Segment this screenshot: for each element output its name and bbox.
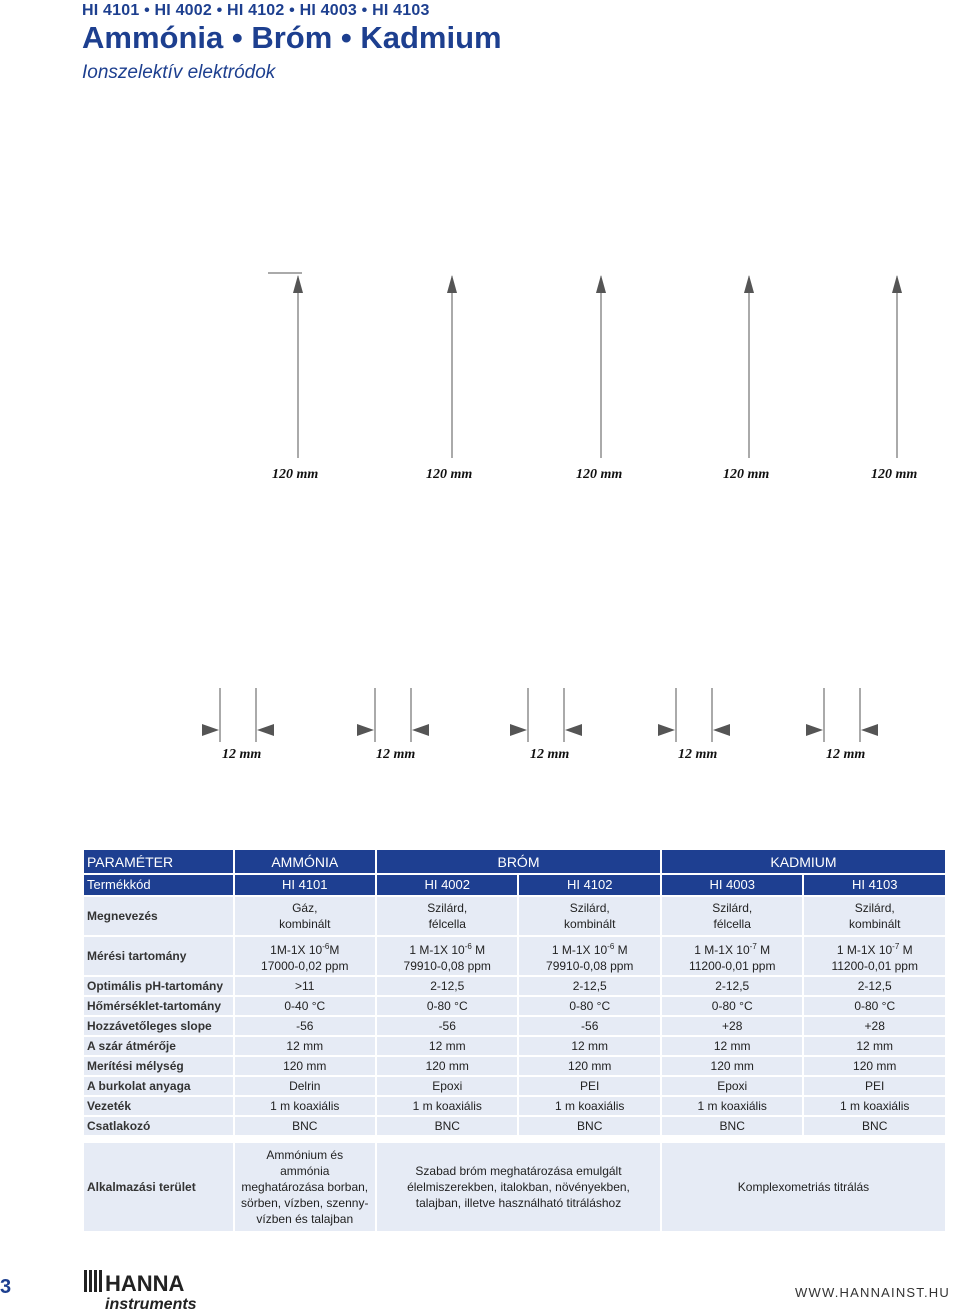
cell-line: élelmiszerekben, italokban, növényekben, [407,1180,630,1194]
cell-line: Szabad bróm meghatározása emulgált [415,1164,622,1178]
product-code: HI 4103 [804,875,945,895]
product-code: HI 4002 [377,875,517,895]
table-cell: 1 m koaxiális [804,1097,945,1115]
table-cell: 1 m koaxiális [519,1097,659,1115]
page-subtitle: Ionszelektív elektródok [82,62,276,83]
table-cell: +28 [662,1017,802,1035]
logo-text: HANNA [105,1271,185,1296]
table-cell [662,937,802,975]
table-cell: -56 [235,1017,375,1035]
table-cell: 0-80 °C [662,997,802,1015]
table-cell: BNC [377,1117,517,1135]
row-label: Csatlakozó [84,1117,233,1135]
table-row [84,1097,945,1115]
table-cell: BNC [519,1117,659,1135]
row-label: Hőmérséklet-tartomány [84,997,233,1015]
table-cell: 1 m koaxiális [235,1097,375,1115]
table-row [84,1017,945,1035]
row-label: Merítési mélység [84,1057,233,1075]
range-exponent: -6 [464,941,472,951]
header-param: PARAMÉTER [84,850,233,873]
cell-line: Gáz, [292,901,318,915]
cell-line: kombinált [564,917,616,931]
range-ppm: 79910-0,08 ppm [546,958,634,973]
table-cell [519,897,659,935]
range-ppm: 79910-0,08 ppm [403,958,491,973]
range-row [84,937,945,975]
table-cell: 120 mm [519,1057,659,1075]
range-text: 1 M-1X 10 [836,942,893,957]
cell-line: ammónia [280,1164,330,1178]
product-codes: HI 4101 • HI 4002 • HI 4102 • HI 4003 • HI 4103 [82,2,430,19]
page-title: Ammónia • Bróm • Kadmium [82,20,502,55]
table-cell [519,937,659,975]
table-cell: 12 mm [235,1037,375,1055]
row-label: A burkolat anyaga [84,1077,233,1095]
cell-line: Komplexometriás titrálás [737,1180,870,1194]
cell-line: kombinált [279,917,331,931]
hanna-logo [84,1268,234,1312]
table-cell: 120 mm [662,1057,802,1075]
table-cell: 12 mm [804,1037,945,1055]
table-cell [377,897,517,935]
table-cell: 0-80 °C [377,997,517,1015]
table-cell [377,937,517,975]
header-ammonia: AMMÓNIA [235,850,375,873]
table-cell [235,897,375,935]
row-label: Alkalmazási terület [84,1143,233,1231]
table-cell: 0-80 °C [804,997,945,1015]
product-code: HI 4003 [662,875,802,895]
cell-line: Ammónium és [266,1148,344,1162]
table-row [84,1077,945,1095]
table-cell [235,937,375,975]
table-row [84,897,945,935]
logo-stripes [84,1270,102,1292]
table-cell: 12 mm [519,1037,659,1055]
cell-line: sörben, vízben, szenny- [241,1196,369,1210]
cell-line: vízben és talajban [256,1212,354,1226]
length-label: 120 mm [576,467,623,482]
table-cell: PEI [519,1077,659,1095]
header-bromide: BRÓM [377,850,660,873]
application-cadmium [662,1143,945,1231]
cell-line: kombinált [849,917,901,931]
table-cell: BNC [804,1117,945,1135]
table-cell: 12 mm [377,1037,517,1055]
table-row [84,1117,945,1135]
table-header-row [84,850,945,873]
table-cell: BNC [662,1117,802,1135]
table-cell: 1 m koaxiális [662,1097,802,1115]
row-label: A szár átmérője [84,1037,233,1055]
table-cell: +28 [804,1017,945,1035]
table-cell: 2-12,5 [662,977,802,995]
table-cell: 2-12,5 [519,977,659,995]
cell-line: Szilárd, [427,901,468,915]
range-text: 1 M-1X 10 [409,942,465,957]
length-label: 120 mm [723,467,770,482]
application-row [84,1143,945,1231]
row-label: Megnevezés [84,897,233,935]
range-exponent: -6 [322,941,330,951]
range-exponent: -6 [607,941,615,951]
table-cell: 0-40 °C [235,997,375,1015]
table-cell: Epoxi [377,1077,517,1095]
table-cell: 120 mm [235,1057,375,1075]
table-cell: PEI [804,1077,945,1095]
table-cell: 1 m koaxiális [377,1097,517,1115]
table-cell: Delrin [235,1077,375,1095]
range-text: 1 M-1X 10 [694,942,750,957]
cell-line: félcella [713,917,751,931]
range-exponent: -7 [749,941,757,951]
row-label: Hozzávetőleges slope [84,1017,233,1035]
cell-line: Szilárd, [712,901,753,915]
table-row [84,977,945,995]
cell-line: talajban, illetve használható titráláshoz [415,1196,622,1210]
diameter-label: 12 mm [826,747,866,762]
length-dimensions [268,273,917,482]
table-cell: 0-80 °C [519,997,659,1015]
table-cell: BNC [235,1117,375,1135]
range-text: 1 M-1X 10 [551,942,608,957]
diameter-label: 12 mm [376,747,416,762]
application-ammonia [235,1143,375,1231]
table-cell: 12 mm [662,1037,802,1055]
cell-line: Szilárd, [854,901,895,915]
website-link[interactable]: WWW.HANNAINST.HU [795,1285,950,1300]
table-cell: 2-12,5 [804,977,945,995]
range-text: 1M-1X 10 [270,942,323,957]
range-unit: M [756,942,771,957]
table-row [84,997,945,1015]
table-cell: 120 mm [377,1057,517,1075]
table-cell: 2-12,5 [377,977,517,995]
table-row [84,1037,945,1055]
product-code: HI 4101 [235,875,375,895]
range-unit: M [329,942,340,957]
header-cadmium: KADMIUM [662,850,945,873]
row-label: Termékkód [84,875,233,895]
table-cell: -56 [519,1017,659,1035]
table-cell [804,937,945,975]
cell-line: meghatározása borban, [241,1180,369,1194]
length-label: 120 mm [272,467,319,482]
logo-subtext: instruments [105,1296,197,1312]
table-cell [804,897,945,935]
diameter-label: 12 mm [222,747,262,762]
table-cell [662,897,802,935]
cell-line: félcella [428,917,466,931]
page-number: 3 [0,1276,12,1298]
range-unit: M [471,942,486,957]
range-ppm: 17000-0,02 ppm [261,958,349,973]
cell-line: Szilárd, [569,901,610,915]
table-cell: 120 mm [804,1057,945,1075]
length-label: 120 mm [871,467,918,482]
product-code: HI 4102 [519,875,659,895]
spec-table [82,848,947,1233]
table-cell: -56 [377,1017,517,1035]
range-ppm: 11200-0,01 ppm [831,958,918,973]
range-ppm: 11200-0,01 ppm [688,958,776,973]
table-row [84,1057,945,1075]
row-label: Optimális pH-tartomány [84,977,233,995]
diameter-label: 12 mm [530,747,570,762]
application-bromide [377,1143,660,1231]
diameter-dimensions [202,688,878,762]
product-code-row [84,875,945,895]
length-label: 120 mm [426,467,473,482]
diameter-label: 12 mm [678,747,718,762]
range-unit: M [614,942,628,957]
row-label: Mérési tartomány [84,937,233,975]
row-label: Vezeték [84,1097,233,1115]
table-cell: >11 [235,977,375,995]
range-exponent: -7 [892,941,900,951]
range-unit: M [899,942,913,957]
table-cell: Epoxi [662,1077,802,1095]
